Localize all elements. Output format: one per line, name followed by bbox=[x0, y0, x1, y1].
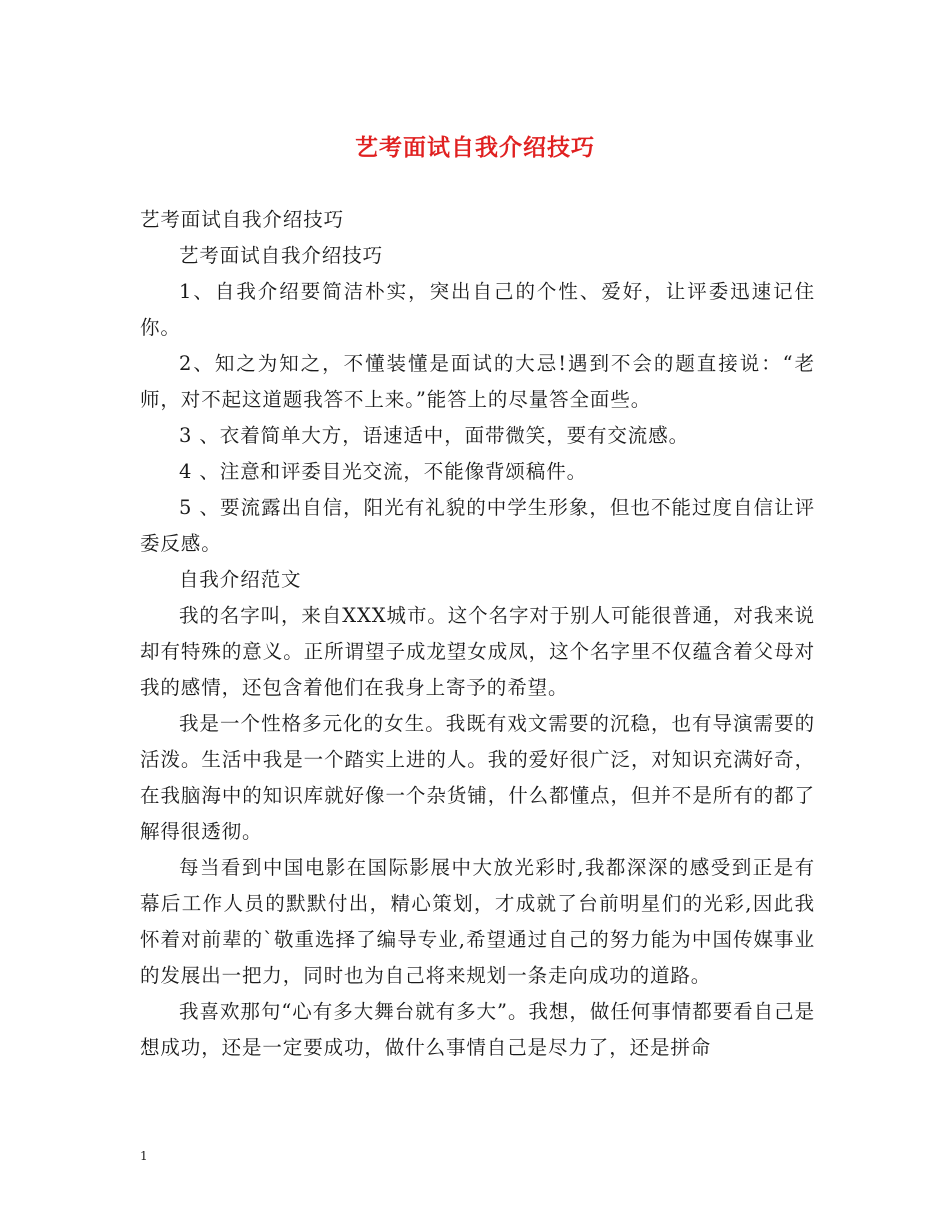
page-number: 1 bbox=[140, 1149, 148, 1163]
body-paragraph: 我的名字叫，来自XXX城市。这个名字对于别人可能很普通，对我来说却有特殊的意义。正所谓望子成龙望女成凤，这个名字里不仅蕴含着父母对我的感情，还包含着他们在我身上寄予的希望。 bbox=[140, 604, 815, 699]
sample-heading: 自我介绍范文 bbox=[179, 568, 302, 591]
body-paragraph: 我是一个性格多元化的女生。我既有戏文需要的沉稳，也有导演需要的活泼。生活中我是一个踏实上进的人。我的爱好很广泛，对知识充满好奇，在我脑海中的知识库就好像一个杂货铺，什么都懂点，但并不是所有的都了解得很透彻。 bbox=[140, 712, 815, 843]
document-body bbox=[140, 202, 815, 1066]
body-paragraph: 每当看到中国电影在国际影展中大放光彩时,我都深深的感受到正是有幕后工作人员的默默付出，精心策划，才成就了台前明星们的光彩,因此我怀着对前辈的`敬重选择了编导专业,希望通过自己的努力能为中国传媒事业的发展出一把力，同时也为自己将来规划一条走向成功的道路。 bbox=[140, 856, 815, 987]
section-heading: 艺考面试自我介绍技巧 bbox=[140, 208, 345, 231]
tip-2-paragraph: 2、知之为知之，不懂装懂是面试的大忌!遇到不会的题直接说：“老师，对不起这道题我答不上来。”能答上的尽量答全面些。 bbox=[140, 352, 815, 411]
tip-3-paragraph: 3 、衣着简单大方，语速适中，面带微笑，要有交流感。 bbox=[179, 424, 690, 447]
document-title: 艺考面试自我介绍技巧 bbox=[355, 134, 595, 161]
tip-4-paragraph: 4 、注意和评委目光交流，不能像背颂稿件。 bbox=[179, 460, 588, 483]
tip-5-paragraph: 5 、要流露出自信，阳光有礼貌的中学生形象，但也不能过度自信让评委反感。 bbox=[140, 496, 815, 555]
subsection-heading: 艺考面试自我介绍技巧 bbox=[179, 244, 384, 267]
tip-1-paragraph: 1、自我介绍要简洁朴实，突出自己的个性、爱好，让评委迅速记住你。 bbox=[140, 280, 815, 339]
body-paragraph: 我喜欢那句“心有多大舞台就有多大”。我想，做任何事情都要看自己是想成功，还是一定要成功，做什么事情自己是尽力了，还是拼命 bbox=[140, 1000, 815, 1059]
